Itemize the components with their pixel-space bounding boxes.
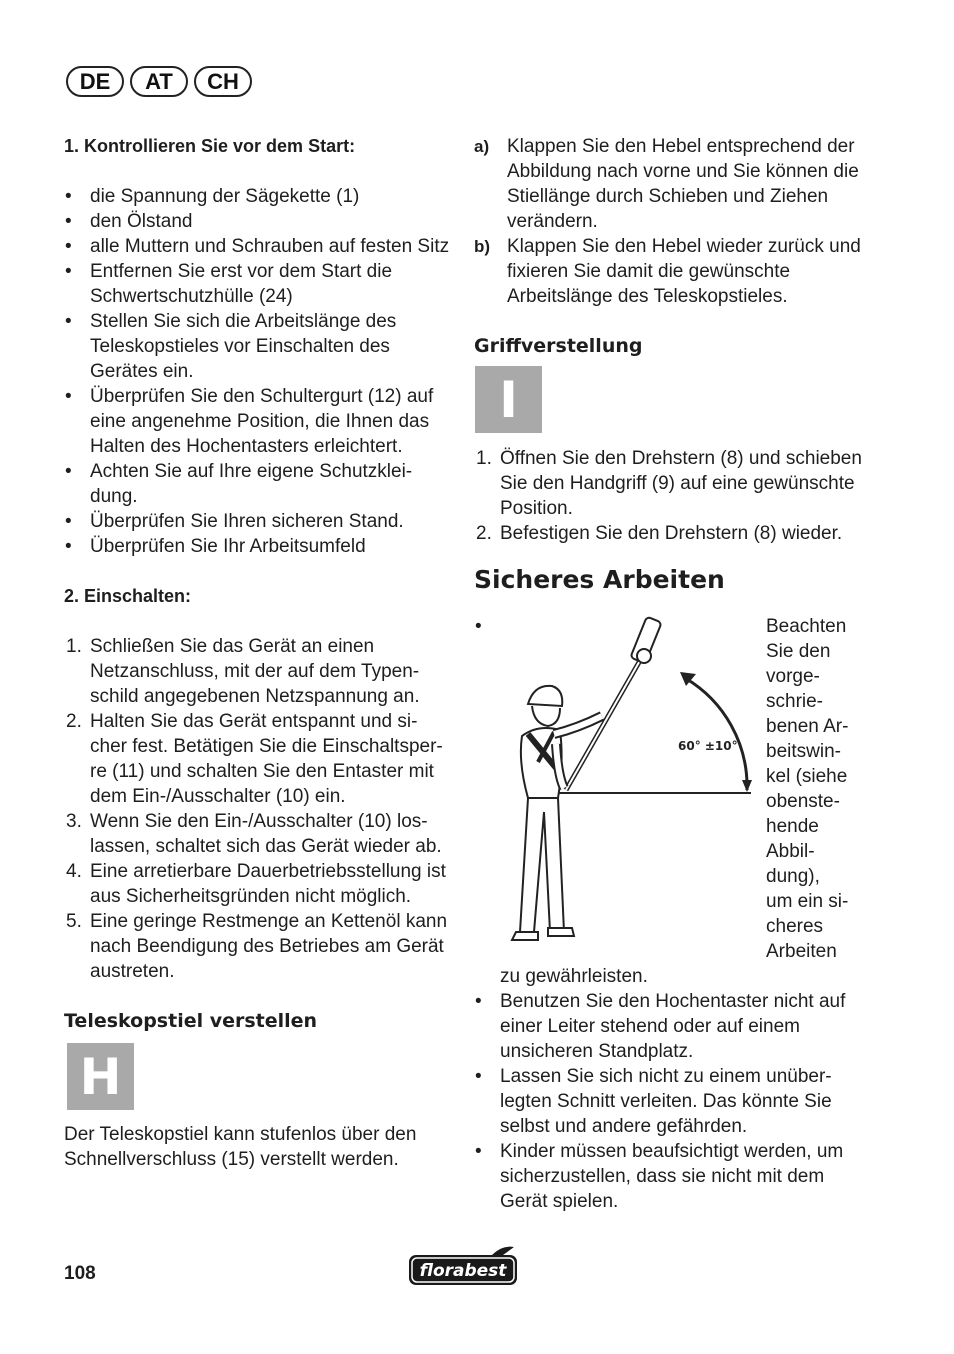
switch-on-list xyxy=(64,634,450,984)
working-angle-illustration xyxy=(498,612,760,954)
list-item: 1. Schließen Sie das Gerät an einen Netzanschluss, mit der auf dem Typen-schild angegebenen Netzspannung an. xyxy=(66,636,420,707)
language-badges xyxy=(66,66,252,97)
list-item: • Überprüfen Sie Ihr Arbeitsumfeld xyxy=(65,536,366,557)
lang-badge-ch: CH xyxy=(194,66,252,97)
list-item: b) Klappen Sie den Hebel wieder zurück und fixieren Sie damit die gewünschte Arbeitslänge des Teleskopstieles. xyxy=(474,236,861,307)
telescope-text: Der Teleskopstiel kann stufenlos über den Schnellverschluss (15) verstellt werden. xyxy=(64,1124,417,1170)
check-list xyxy=(64,184,450,559)
safety-first-tail: zu gewährleisten. xyxy=(500,966,648,987)
telescope-heading: Teleskopstiel verstellen xyxy=(64,1010,318,1032)
list-item: • die Spannung der Sägekette (1) xyxy=(65,186,360,207)
left-column xyxy=(64,134,450,1172)
list-item: • den Ölstand xyxy=(65,211,193,232)
logo-text: florabest xyxy=(419,1261,507,1281)
page-number: 108 xyxy=(64,1263,96,1284)
section-i-marker: I xyxy=(475,366,542,433)
safety-heading: Sicheres Arbeiten xyxy=(474,565,725,594)
safety-first-item: • Beachten Sie den vorge- schrie- benen Ar- beitswin- kel (siehe obenste- hende Abbil- dung), um ein si- cheres Arbeiten zu gewährleisten. 60° ±10° xyxy=(474,614,864,964)
list-item: 2. Befestigen Sie den Drehstern (8) wieder. xyxy=(476,523,843,544)
list-item: • Kinder müssen beaufsichtigt werden, um sicherzustellen, dass sie nicht mit dem Gerät spielen. xyxy=(475,1141,844,1212)
list-item: 3. Wenn Sie den Ein-/Ausschalter (10) los-lassen, schaltet sich das Gerät wieder ab. xyxy=(66,811,442,857)
safety-list xyxy=(474,989,864,1214)
list-item: • Überprüfen Sie den Schultergurt (12) auf eine angenehme Position, die Ihnen das Halten des Hochentasters erleichtert. xyxy=(65,386,434,457)
check-heading: 1. Kontrollieren Sie vor dem Start: xyxy=(64,136,356,156)
lang-badge-at: AT xyxy=(130,66,188,97)
list-item: 5. Eine geringe Restmenge an Kettenöl kann nach Beendigung des Betriebes am Gerät austreten. xyxy=(66,911,448,982)
list-item: • Stellen Sie sich die Arbeitslänge des Teleskopstieles vor Einschalten des Gerätes ein. xyxy=(65,311,397,382)
safety-first-text: Beachten Sie den vorge- schrie- benen Ar- beitswin- kel (siehe obenste- hende Abbil- dung), um ein si- cheres Arbeiten xyxy=(766,616,849,962)
switch-on-heading: 2. Einschalten: xyxy=(64,586,192,606)
grip-heading: Griffverstellung xyxy=(474,335,643,357)
list-item: • Entfernen Sie erst vor dem Start die Schwertschutzhülle (24) xyxy=(65,261,393,307)
telescope-steps xyxy=(474,134,864,309)
list-item: • alle Muttern und Schrauben auf festen Sitz xyxy=(65,236,450,257)
list-item: 1. Öffnen Sie den Drehstern (8) und schieben Sie den Handgriff (9) auf eine gewünschte Position. xyxy=(476,448,862,519)
list-item: 4. Eine arretierbare Dauerbetriebsstellung ist aus Sicherheitsgründen nicht möglich. xyxy=(66,861,446,907)
florabest-logo xyxy=(406,1245,520,1289)
list-item: a) Klappen Sie den Hebel entsprechend der Abbildung nach vorne und Sie können die Stiellänge durch Schieben und Ziehen verändern. xyxy=(474,136,859,232)
right-column xyxy=(474,134,864,1214)
list-item: • Achten Sie auf Ihre eigene Schutzklei-dung. xyxy=(65,461,413,507)
angle-label: 60° ±10° xyxy=(678,739,738,753)
list-item: • Lassen Sie sich nicht zu einem unüber-legten Schnitt verleiten. Das könnte Sie selbst und andere gefährden. xyxy=(475,1066,832,1137)
list-item: 2. Halten Sie das Gerät entspannt und si-cher fest. Betätigen Sie die Einschaltsper-re (11) und schalten Sie den Entaster mit dem Ein-/Ausschalter (10) ein. xyxy=(66,711,443,807)
section-h-marker: H xyxy=(67,1043,134,1110)
lang-badge-de: DE xyxy=(66,66,124,97)
arrow-head-icon xyxy=(742,780,752,792)
list-item: • Überprüfen Sie Ihren sicheren Stand. xyxy=(65,511,404,532)
list-item: • Benutzen Sie den Hochentaster nicht auf einer Leiter stehend oder auf einem unsicheren Standplatz. xyxy=(475,991,846,1062)
grip-list xyxy=(474,446,864,546)
